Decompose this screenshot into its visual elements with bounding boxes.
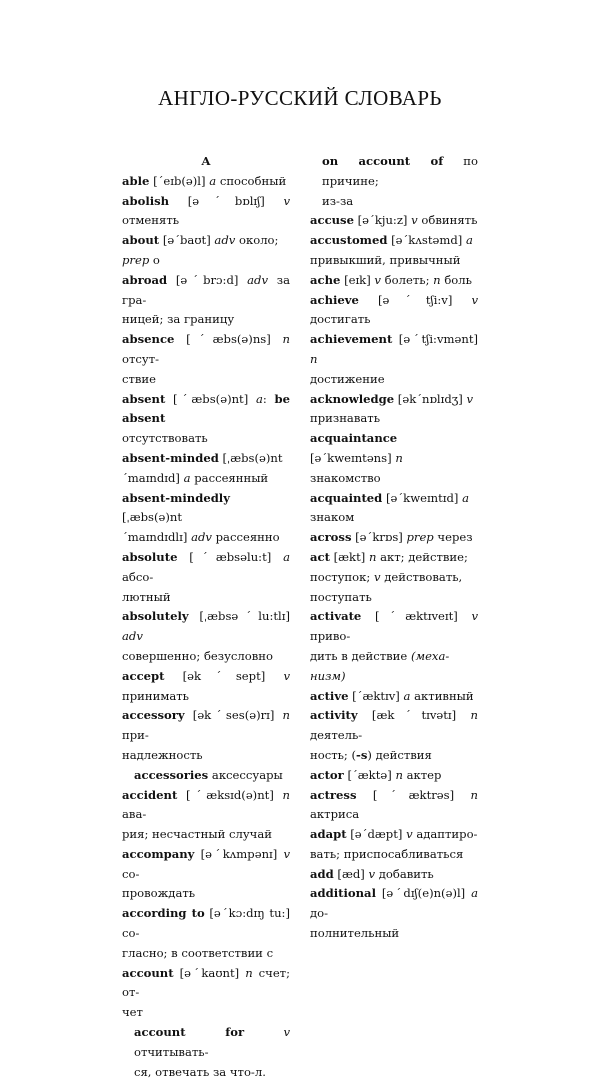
headword: accessory [122,708,185,723]
entry-line [310,231,478,251]
entry-line [310,469,478,489]
entry-text: рассеянно [211,530,280,545]
entry-text: ность; ( [310,747,357,762]
entry-line [310,508,478,528]
entry-line [122,469,290,489]
entry-text: [ækt] [329,549,369,564]
entry-text: [əˊbɒlɪʃ] [169,193,284,208]
entry-line [122,825,290,845]
entry-text: счет; от- [122,965,290,1000]
italic-text: a [209,173,217,188]
headword: adapt [310,827,347,842]
entry-text: [ˊæbs(ə)nt] [165,391,256,406]
italic-text: n [245,965,253,980]
italic-text: v [283,846,290,861]
dictionary-subentry [122,1023,290,1082]
entry-text: дить в действие [310,648,411,663]
entry-text: [əkˊses(ə)rɪ] [184,708,283,723]
entry-text: рия; несчастный случай [122,827,272,842]
headword: account [122,965,174,980]
entry-text: отменять [122,213,180,228]
entry-line [310,706,478,746]
italic-text: n [470,787,478,802]
entry-text: достижение [310,371,385,386]
entry-text: [əˊtʃi:vmənt] [392,332,478,347]
entry-text [244,1025,283,1039]
entry-text: [əkˊsept] [164,668,284,683]
entry-line [122,588,290,608]
headword: actor [310,767,344,782]
italic-text: adv [247,272,269,287]
entry-text: за гра- [122,272,290,307]
dictionary-entry [310,390,478,430]
dictionary-entry [122,489,290,548]
entry-text: ˊmaɪndɪdlɪ] [122,530,192,545]
entry-text: [ˊæktrəs] [356,787,471,802]
entry-text: действовать, [380,569,463,584]
entry-line [122,192,290,232]
italic-text: n [368,549,377,564]
entry-text: [əˊkɔ:dɪŋ tu:] со- [122,906,290,941]
italic-text: a [403,688,411,703]
entry-text: отчитывать- [134,1044,209,1059]
entry-line [310,647,478,667]
headword: actress [310,787,357,802]
dictionary-entry [122,904,290,963]
entry-line [122,1003,290,1023]
entry-text: [əˊkrɒs] [351,530,407,545]
italic-text: v [283,1025,290,1040]
entry-line [310,409,478,429]
entry-text: [əˊtʃi:v] [358,292,472,307]
entry-line [134,1023,290,1063]
entry-text: ницей; за границу [122,312,235,327]
entry-text: провождать [122,886,196,901]
headword: absolutely [122,609,189,624]
entry-text: ) действия [367,747,432,762]
entry-line [122,489,290,529]
entry-text: достигать [310,312,371,327]
entry-text: [ˊæbsəlu:t] [177,549,284,564]
entry-text: привыкший, привычный [310,252,461,267]
dictionary-entry [310,330,478,389]
entry-text: около; [235,233,279,248]
entry-line [310,211,478,231]
dictionary-entry [310,607,478,686]
entry-text: [əˊdæpt] [346,827,407,842]
entry-text: знакомство [310,470,381,485]
dictionary-subentry [310,152,478,211]
italic-text: n [395,450,403,465]
entry-text: боль [440,272,472,287]
entry-text: совершенно; безусловно [122,648,274,663]
headword: active [310,688,349,703]
entry-text: [æd] [333,866,369,881]
entry-text: чет [122,1005,143,1020]
entry-line [310,687,478,707]
entry-text: ава- [122,807,147,822]
entry-line [122,172,290,192]
entry-text: о [149,252,160,267]
dictionary-entry [310,706,478,765]
entry-text: [ˊæktɪveɪt] [361,609,472,624]
entry-text: болеть; [380,272,434,287]
entry-line [310,865,478,885]
italic-text: v [406,827,413,842]
entry-line [310,330,478,370]
dictionary-entry [122,706,290,765]
entry-line [310,370,478,390]
entry-text: рассеянный [190,470,269,485]
dictionary-entry [122,786,290,845]
headword: be absent [122,391,290,426]
italic-text: v [368,866,376,881]
entry-line [322,192,478,212]
dictionary-entry [310,865,478,885]
entry-text: [ækˊtɪvətɪ] [357,708,471,723]
entry-text: [əˊdɪʃ(e)n(ə)l] [375,886,472,901]
headword: able [122,173,150,188]
headword: absent-mindedly [122,490,230,505]
entry-text: [əˊkweɪntɪd] [382,490,463,505]
headword: ache [310,272,341,287]
dictionary-entry [310,528,478,548]
italic-text: v [471,292,478,307]
entry-text: [ˊæktɪv] [348,688,404,703]
entry-line [310,251,478,271]
entry-line [310,607,478,647]
entry-text: обвинять [417,213,478,228]
entry-text: лютный [122,589,171,604]
entry-line [122,884,290,904]
entry-line [122,607,290,647]
entry-text: полнительный [310,926,400,941]
dictionary-subentry [122,766,290,786]
entry-line [122,271,290,311]
dictionary-entry [310,548,478,607]
italic-text: v [471,609,478,624]
headword: acknowledge [310,391,395,406]
entry-text: поступок; [310,569,374,584]
headword: accessories [134,767,209,782]
entry-text: [ˊæktə] [343,767,396,782]
entry-text: [ˌæbs(ə)nt [122,510,183,525]
entry-text: [əˊkju:z] [353,213,412,228]
entry-text: [ˌæbs(ə)nt [218,450,283,465]
entry-text: [əˊbaʊt] [159,233,215,248]
entry-text: до- [310,906,329,921]
entry-line [122,330,290,370]
italic-text: v [466,391,474,406]
entry-text: надлежность [122,747,203,762]
dictionary-entry [122,271,290,330]
entry-line [122,706,290,746]
entry-line [122,746,290,766]
headword: acquainted [310,490,383,505]
headword: across [310,530,352,545]
entry-line [122,390,290,430]
entry-text: вать; приспосабливаться [310,846,464,861]
italic-text: v [374,272,381,287]
headword: about [122,233,160,248]
entry-text: ˊmaɪndɪd] [122,470,184,485]
italic-text: a [283,549,290,564]
dictionary-entry [122,390,290,449]
italic-text: n [282,332,290,347]
entry-line [134,1063,290,1082]
headword: absence [122,332,175,347]
italic-text: adv [214,233,236,248]
italic-text: a [471,886,478,901]
entry-text: принимать [122,688,189,703]
dictionary-entry [310,884,478,943]
headword: abolish [122,193,170,208]
entry-line [310,271,478,291]
dictionary-entry [310,687,478,707]
entry-text: добавить [375,866,434,881]
headword: accompany [122,846,195,861]
italic-text: adv [191,530,212,545]
headword: achieve [310,292,359,307]
dictionary-entry [122,330,290,389]
headword: acquaintance [310,431,398,446]
entry-text: из-за [322,193,354,208]
entry-text: акт; действие; [376,549,468,564]
entry-line [122,370,290,390]
entry-line [310,884,478,924]
dictionary-entry [310,766,478,786]
italic-text: prep [406,530,434,545]
entry-text: [ˊæksɪd(ə)nt] [177,787,283,802]
left-column [122,152,290,1082]
entry-line [122,251,290,271]
entry-text: со- [122,866,140,881]
entry-line [122,667,290,707]
headword: activity [310,708,358,723]
dictionary-entry [310,429,478,488]
section-letter: А [201,154,211,168]
entry-text: [əkˊnɒlɪdʒ] [394,391,467,406]
italic-text: v [283,668,290,683]
italic-text: prep [122,252,150,267]
entry-text: через [433,530,473,545]
entry-line [310,924,478,944]
entry-text: [əˊkʌstəmd] [387,233,466,248]
dictionary-entry [122,192,290,232]
italic-text: v [411,213,418,228]
headword: additional [310,886,376,901]
dictionary-entry [310,211,478,231]
dictionary-entry [122,667,290,707]
headword: abroad [122,272,168,287]
entry-text: [ˊeɪb(ə)l] [149,173,210,188]
entry-line [122,786,290,826]
entry-line [310,548,478,568]
dictionary-entry [122,172,290,192]
italic-text: n [282,787,290,802]
entry-text: приво- [310,629,351,644]
entry-text: [əˊkaʊnt] [173,965,246,980]
page-title: АНГЛО-РУССКИЙ СЛОВАРЬ [158,86,442,110]
entry-line [310,667,478,687]
italic-text: adv [122,629,143,644]
entry-text: [ˊæbs(ə)ns] [174,332,283,347]
entry-line [122,944,290,964]
entry-line [322,152,478,192]
entry-line [122,647,290,667]
entry-line [310,568,478,588]
headword: according to [122,906,205,921]
entry-text: отсут- [122,351,160,366]
italic-text: a [255,391,263,406]
entry-line [310,845,478,865]
entry-text: аксессуары [208,767,283,782]
entry-line [310,786,478,826]
entry-line [122,528,290,548]
headword: absent-minded [122,450,219,465]
entry-text: [ˌæbsəˊlu:tlɪ] [188,609,290,624]
italic-text: n [310,351,318,366]
entry-line [310,825,478,845]
dictionary-entry [122,964,290,1023]
entry-line [310,291,478,331]
headword: add [310,866,334,881]
dictionary-entry [310,825,478,865]
italic-text: a [183,470,191,485]
entry-text: поступать [310,589,372,604]
entry-line [310,429,478,469]
italic-text: n [470,708,478,723]
entry-text: признавать [310,411,381,426]
dictionary-entry [122,845,290,904]
italic-text: низм) [310,668,346,683]
right-column [310,152,478,944]
headword: achievement [310,332,393,347]
entry-text: [əˊkweɪntəns] [310,450,396,465]
entry-line [122,845,290,885]
entry-text: абсо- [122,569,154,584]
italic-text: a [462,490,470,505]
headword: accept [122,668,165,683]
entry-text: знаком [310,510,355,525]
italic-text: n [282,708,290,723]
entry-line [122,548,290,588]
headword: accident [122,787,178,802]
entry-line [122,429,290,449]
italic-text: (меха- [410,648,450,663]
headword: absolute [122,549,178,564]
entry-line [310,588,478,608]
entry-text: способный [216,173,287,188]
dictionary-entry [122,607,290,666]
italic-text: n [395,767,403,782]
entry-text: активный [410,688,474,703]
entry-text: ствие [122,371,157,386]
entry-text: по причине; [322,154,478,188]
entry-text: деятель- [310,728,363,743]
entry-text: гласно; в соответствии с [122,945,274,960]
entry-line [310,489,478,509]
headword: -s [356,747,368,762]
entry-line [122,964,290,1004]
entry-line [134,766,290,786]
entry-line [122,231,290,251]
italic-text: a [465,233,473,248]
entry-line [310,528,478,548]
headword: act [310,549,330,564]
italic-text: n [433,272,441,287]
entry-line [310,390,478,410]
entry-text: актер [402,767,442,782]
headword: account for [134,1025,245,1040]
entry-text: актриса [310,807,360,822]
dictionary-entry [310,231,478,271]
dictionary-entry [122,231,290,271]
entry-text: [əˊkʌmpənɪ] [194,846,284,861]
dictionary-entry [310,291,478,331]
entry-text: отсутствовать [122,431,208,446]
entry-line [310,746,478,766]
entry-line [122,904,290,944]
headword: accustomed [310,233,388,248]
dictionary-entry [122,548,290,607]
entry-text: ся, отвечать за что-л. [134,1064,266,1079]
entry-text: при- [122,728,149,743]
headword: absent [122,391,166,406]
dictionary-entry [122,449,290,489]
entry-text: : [262,391,275,406]
headword: on account of [322,154,444,168]
dictionary-entry [310,271,478,291]
entry-line [122,310,290,330]
dictionary-entry [310,489,478,529]
entry-text: адаптиро- [412,827,478,842]
dictionary-entry [310,786,478,826]
italic-text: v [373,569,381,584]
entry-line [122,449,290,469]
italic-text: v [283,193,290,208]
entry-line [310,766,478,786]
headword: accuse [310,213,354,228]
entry-text: [əˊbrɔ:d] [167,272,248,287]
entry-text: [eɪk] [340,272,375,287]
headword: activate [310,609,362,624]
